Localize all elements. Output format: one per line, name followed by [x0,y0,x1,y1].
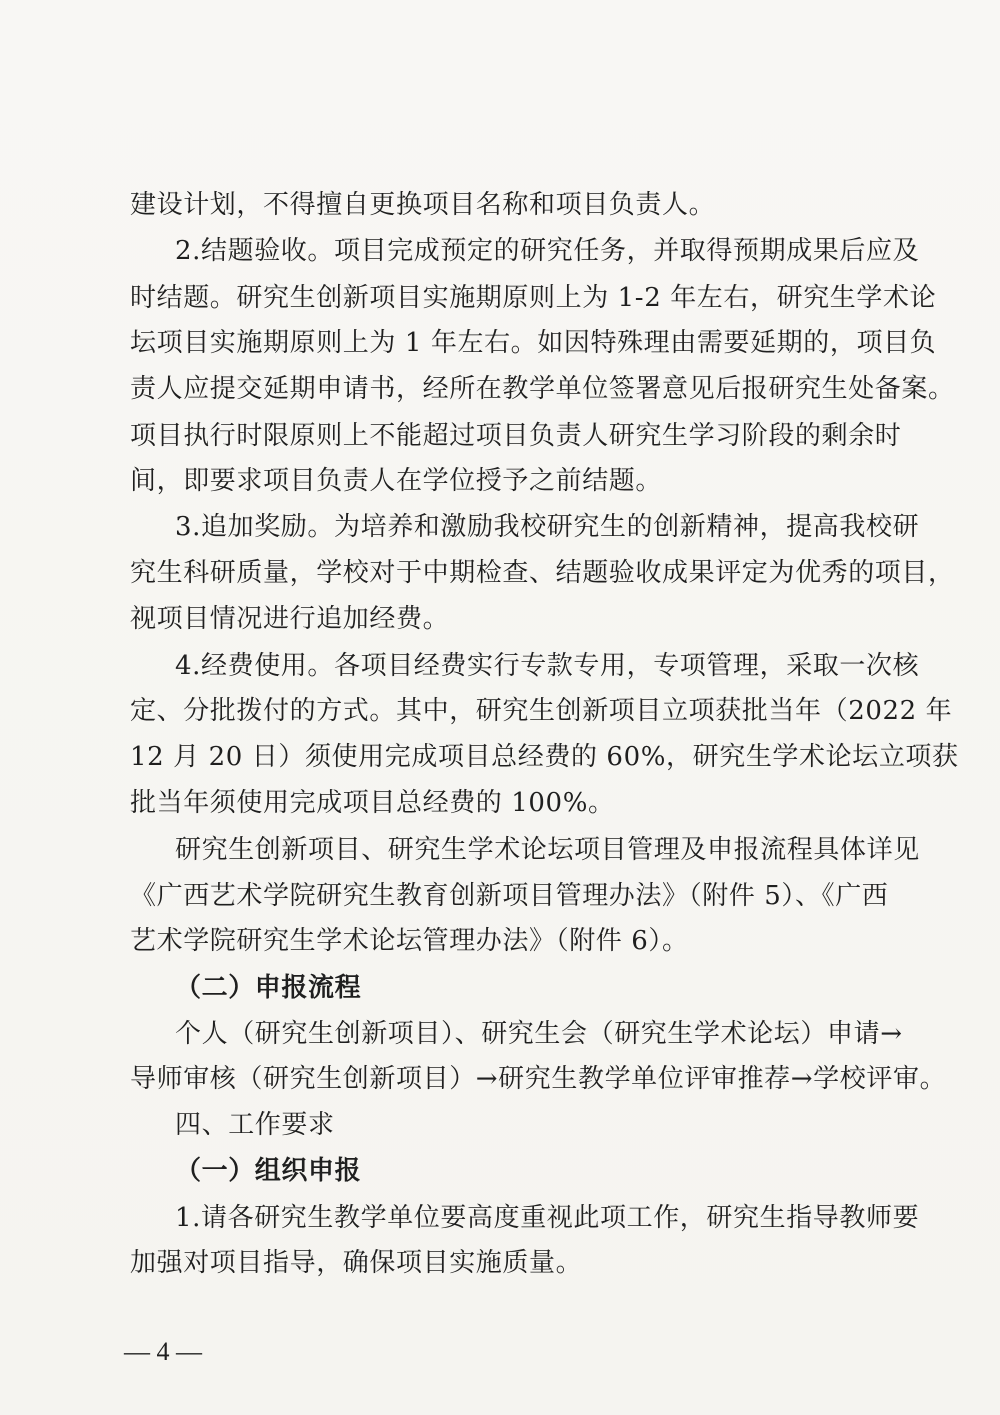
section-heading: （一）组织申报 [175,1156,362,1186]
body-text-line: 个人（研究生创新项目）、研究生会（研究生学术论坛）申请→ [175,1019,903,1049]
body-text-line: 视项目情况进行追加经费。 [130,604,450,634]
body-text-line: 责人应提交延期申请书，经所在教学单位签署意见后报研究生处备案。 [130,374,955,404]
body-text-line: 加强对项目指导，确保项目实施质量。 [130,1248,583,1278]
body-text-line: 间，即要求项目负责人在学位授予之前结题。 [130,466,663,496]
body-text-line: 时结题。研究生创新项目实施期原则上为 1-2 年左右，研究生学术论 [130,283,937,313]
body-text-line: 4.经费使用。各项目经费实行专款专用，专项管理，采取一次核 [175,651,920,681]
body-text-line: 12 月 20 日）须使用完成项目总经费的 60%，研究生学术论坛立项获 [130,742,959,772]
page-number: — 4 — [124,1337,202,1366]
body-text-line: 3.追加奖励。为培养和激励我校研究生的创新精神，提高我校研 [175,512,920,542]
body-text-line: 项目执行时限原则上不能超过项目负责人研究生学习阶段的剩余时 [130,421,902,451]
body-text-line: 2.结题验收。项目完成预定的研究任务，并取得预期成果后应及 [175,236,920,266]
body-text-line: 研究生创新项目、研究生学术论坛项目管理及申报流程具体详见 [175,835,920,865]
body-text-line: 批当年须使用完成项目总经费的 100%。 [130,788,615,818]
section-heading: 四、工作要求 [175,1110,335,1140]
body-text-line: 《广西艺术学院研究生教育创新项目管理办法》（附件 5）、《广西 [130,881,889,911]
body-text-line: 建设计划，不得擅自更换项目名称和项目负责人。 [130,190,716,220]
body-text-line: 坛项目实施期原则上为 1 年左右。如因特殊理由需要延期的，项目负 [130,328,937,358]
body-text-line: 究生科研质量，学校对于中期检查、结题验收成果评定为优秀的项目， [130,558,955,588]
body-text-line: 定、分批拨付的方式。其中，研究生创新项目立项获批当年（2022 年 [130,696,953,726]
body-text-line: 导师审核（研究生创新项目）→研究生教学单位评审推荐→学校评审。 [130,1064,947,1094]
section-heading: （二）申报流程 [175,973,362,1003]
body-text-line: 艺术学院研究生学术论坛管理办法》（附件 6）。 [130,926,689,956]
body-text-line: 1.请各研究生教学单位要高度重视此项工作，研究生指导教师要 [175,1203,920,1233]
